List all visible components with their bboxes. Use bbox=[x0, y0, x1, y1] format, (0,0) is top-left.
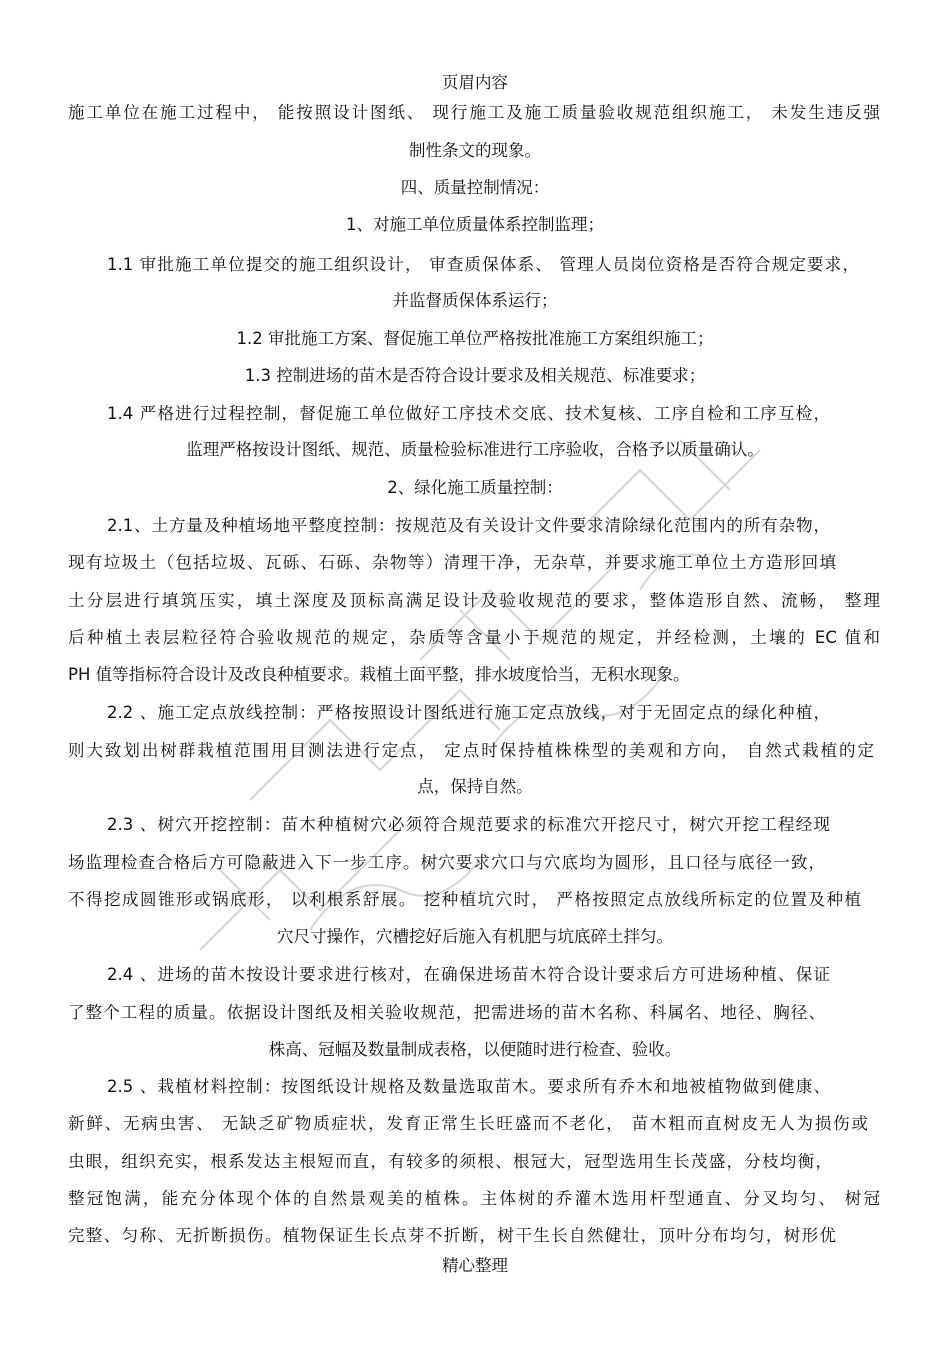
section-heading-4: 四、质量控制情况： bbox=[400, 178, 550, 197]
item-1-3: 1.3 控制进场的苗木是否符合设计要求及相关规范、标准要求； bbox=[244, 366, 706, 385]
item-2-1-line-1: 2.1、土方量及种植场地平整度控制：按规范及有关设计文件要求清除绿化范围内的所有杂物， bbox=[107, 516, 830, 535]
subheading-2: 2、绿化施工质量控制： bbox=[387, 478, 563, 497]
item-2-4-line-3: 株高、冠幅及数量制成表格，以便随时进行检查、验收。 bbox=[268, 1040, 682, 1059]
item-1-2: 1.2 审批施工方案、督促施工单位严格按批准施工方案组织施工； bbox=[236, 329, 714, 348]
item-2-3-line-4: 穴尺寸操作，穴槽挖好后施入有机肥与坑底碎土拌匀。 bbox=[277, 927, 673, 946]
item-2-4-line-1: 2.4 、进场的苗木按设计要求进行核对，在确保进场苗木符合设计要求后方可进场种植、保证 bbox=[107, 965, 830, 984]
item-2-1-line-2: 现有垃圾土（包括垃圾、瓦砾、石砾、杂物等）清理干净，无杂草，并要求施工单位土方造形回填 bbox=[68, 553, 836, 572]
item-2-3-line-3: 不得挖成圆锥形或锅底形， 以利根系舒展。 挖种植坑穴时， 严格按照定点放线所标定的位置及种植 bbox=[68, 890, 861, 909]
item-2-1-line-3: 土分层进行填筑压实，填土深度及顶标高满足设计及验收规范的要求，整体造形自然、流畅， 整理 bbox=[68, 591, 880, 610]
body-line-2: 制性条文的现象。 bbox=[409, 141, 541, 160]
item-2-4-line-2: 了整个工程的质量。依据设计图纸及相关验收规范，把需进场的苗木名称、科属名、地径、胸径、 bbox=[68, 1003, 825, 1022]
item-2-5-line-3: 虫眼，组织充实，根系发达主根短而直，有较多的须根、根冠大，冠型选用生长茂盛，分枝均衡， bbox=[68, 1152, 832, 1171]
item-2-5-line-1: 2.5 、栽植材料控制：按图纸设计规格及数量选取苗木。要求所有乔木和地被植物做到健康、 bbox=[107, 1077, 830, 1096]
subheading-1: 1、对施工单位质量体系控制监理； bbox=[346, 215, 604, 234]
body-line-1: 施工单位在施工过程中， 能按照设计图纸、 现行施工及施工质量验收规范组织施工， 未发生违反强 bbox=[68, 103, 880, 122]
item-2-1-line-5: PH 值等指标符合设计及改良种植要求。栽植土面平整，排水坡度恰当，无积水现象。 bbox=[68, 665, 690, 684]
item-1-1-line-2: 并监督质保体系运行； bbox=[392, 291, 558, 310]
item-2-1-line-4: 后种植土表层粒径符合验收规范的规定，杂质等含量小于规范的规定，并经检测，土壤的 EC 值和 bbox=[68, 628, 880, 647]
page-header: 页眉内容 bbox=[442, 73, 508, 92]
item-2-5-line-4: 整冠饱满，能充分体现个体的自然景观美的植株。主体树的乔灌木选用杆型通直、分叉均匀、 树冠 bbox=[68, 1189, 880, 1208]
item-2-3-line-2: 场监理检查合格后方可隐蔽进入下一步工序。树穴要求穴口与穴底均为圆形，且口径与底径一致， bbox=[68, 853, 825, 872]
item-2-2-line-1: 2.2 、施工定点放线控制：严格按照设计图纸进行施工定点放线，对于无固定点的绿化种植， bbox=[107, 703, 830, 722]
item-2-5-line-5: 完整、匀称、无折断损伤。植物保证生长点芽不折断，树干生长自然健壮，顶叶分布均匀，树形优 bbox=[68, 1226, 836, 1245]
item-1-4-line-2: 监理严格按设计图纸、规范、质量检验标准进行工序验收，合格予以质量确认。 bbox=[186, 440, 764, 459]
item-1-4-line-1: 1.4 严格进行过程控制，督促施工单位做好工序技术交底、技术复核、工序自检和工序互检， bbox=[107, 404, 830, 423]
item-2-2-line-2: 则大致划出树群栽植范围用目测法进行定点， 定点时保持植株株型的美观和方向， 自然式栽植的定 bbox=[68, 741, 874, 760]
item-1-1-line-1: 1.1 审批施工单位提交的施工组织设计， 审查质保体系、 管理人员岗位资格是否符合规定要求， bbox=[107, 255, 859, 274]
item-2-5-line-2: 新鲜、无病虫害、 无缺乏矿物质症状，发育正常生长旺盛而不老化， 苗木粗而直树皮无人为损伤或 bbox=[68, 1114, 868, 1133]
item-2-2-line-3: 点，保持自然。 bbox=[417, 777, 533, 796]
page-footer: 精心整理 bbox=[442, 1256, 508, 1275]
item-2-3-line-1: 2.3 、树穴开挖控制：苗木种植树穴必须符合规范要求的标准穴开挖尺寸，树穴开挖工程经现 bbox=[107, 815, 830, 834]
